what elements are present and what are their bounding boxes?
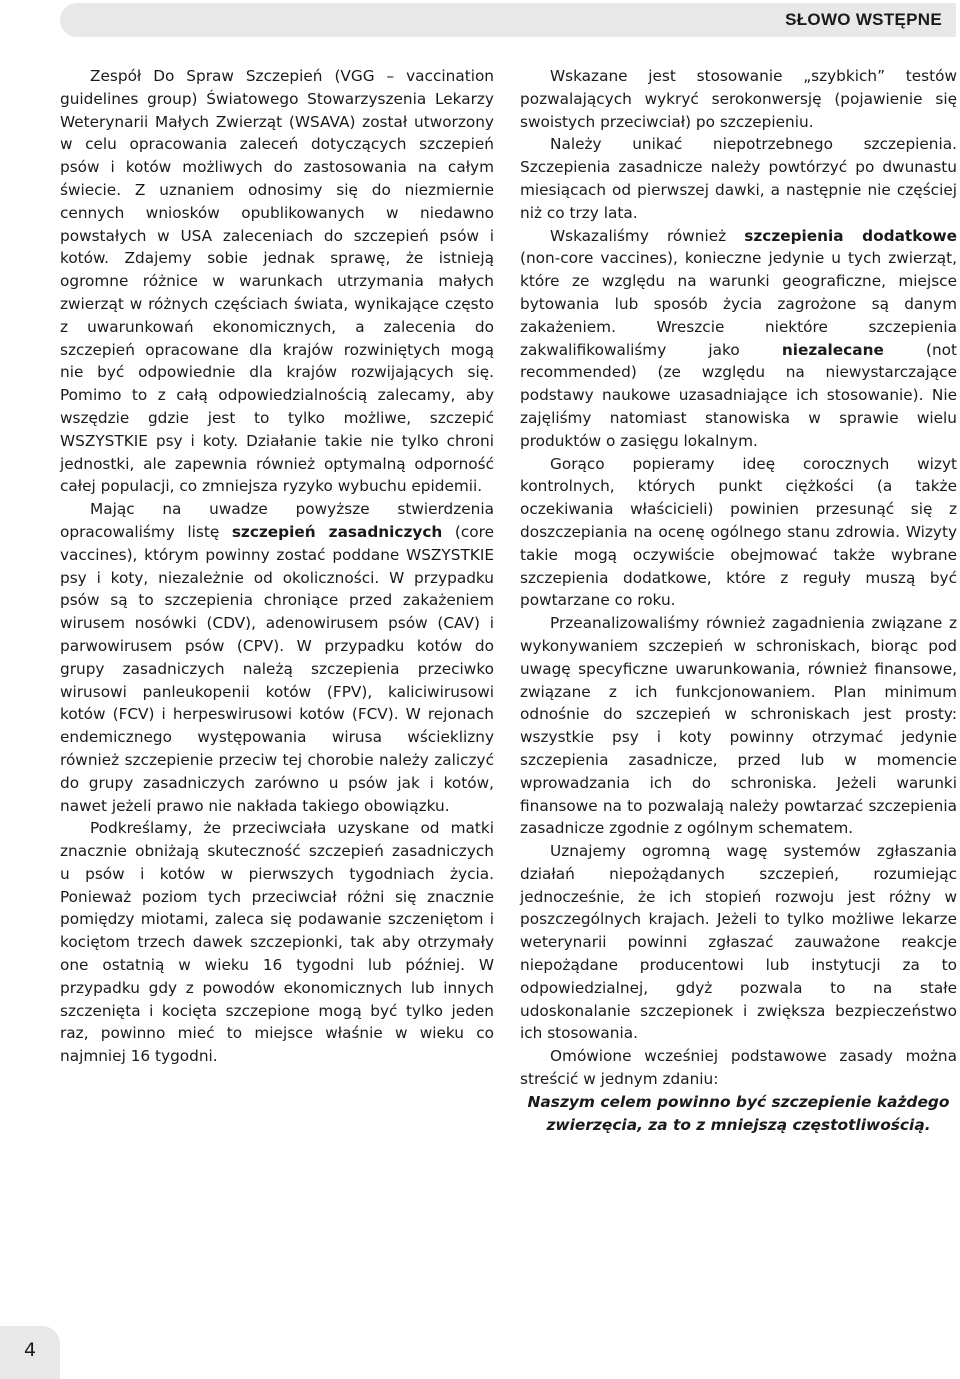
paragraph-intro [60, 65, 494, 498]
page-number: 4 [23, 1339, 37, 1361]
paragraph-text: Omówione wcześniej podstawowe zasady można streścić w jednym zdaniu: [520, 1047, 957, 1089]
paragraph-text: Zespół Do Spraw Szczepień (VGG – vaccination guidelines group) Światowego Stowarzyszenia Lekarzy Weterynarii Małych Zwierząt (WSAVA) został utworzony w celu opracowania zaleceń dotyczących szczepień psów i kotów możliwych do zastosowania na całym świecie. Z uznaniem odnosimy się do niezmiernie cennych wniosków opublikowanych w niedawno powstałych w USA zaleceniach do szczepień psów i kotów. Zdajemy sobie jednak sprawę, że istnieją ogromne różnice w warunkach utrzymania małych zwierząt w różnych częściach świata, wynikające często z uwarunkowań ekonomicznych, a zalecenia do szczepień opracowane dla krajów rozwiniętych mogą nie być odpowiednie dla krajów rozwijających się. Pomimo to z całą odpowiedzialnością zalecamy, aby wszędzie gdzie jest to tylko możliwe, szczepić WSZYSTKIE psy i koty. Działanie takie nie tylko chroni jednostki, ale zapewnia również optymalną odporność całej populacji, co zmniejsza ryzyko wybuchu epidemii. [60, 67, 494, 496]
paragraph-text: Uznajemy ogromną wagę systemów zgłaszania działań niepożądanych szczepień, rozumiejąc jednocześnie, że ich stopień rozwoju jest różny w poszczególnych krajach. Jeżeli to tylko możliwe lekarze weterynarii powinni zgłaszać zauważone reakcje niepożądane producentowi lub instytucji za to odpowiedzialnej, gdyż pozwala to na stałe udoskonalanie szczepionek i zwiększa bezpieczeństwo ich stosowania. [520, 842, 957, 1043]
paragraph-text: Przeanalizowaliśmy również zagadnienia związane z wykonywaniem szczepień w schroniskach, biorąc pod uwagę specyficzne uwarunkowania, również finansowe, związane z ich funkcjonowaniem. Plan minimum odnośnie do szczepień w schroniskach jest prosty: wszystkie psy i koty powinny otrzymać jedynie szczepienia zasadnicze, przed lub w momencie wprowadzania ich do schroniska. Jeżeli warunki finansowe na to pozwalają należy powtarzać szczepienia zasadnicze zgodnie z ogólnym schematem. [520, 614, 957, 838]
paragraph-text: Gorąco popieramy ideę corocznych wizyt kontrolnych, których punkt ciężkości (a także oczekiwania właścicieli) powinien przesunąć się z doszczepiania na ocenę ogólnego stanu zdrowia. Wizyty takie mogą oczywiście obejmować także wybrane szczepienia dodatkowe, które z reguły muszą być powtarzane co roku. [520, 454, 957, 610]
page-number-tab [0, 1326, 60, 1379]
section-header-bar [60, 3, 956, 37]
bold-term-core: szczepień zasadniczych [231, 522, 443, 541]
bold-term-non-core: szczepienia dodatkowe [744, 226, 957, 245]
left-column [60, 65, 494, 1068]
right-column [520, 65, 957, 1136]
paragraph-annual-visits [520, 453, 957, 613]
paragraph-avoid [520, 133, 957, 224]
motto: Naszym celem powinno być szczepienie każdego zwierzęcia, za to z mniejszą częstotliwością. [527, 1092, 950, 1134]
paragraph-non-core [520, 225, 957, 453]
paragraph-text: (non-core vaccines), konieczne jedynie u tych zwierząt, które ze względu na warunki geograficzne, miejsce bytowania lub sposób życia zagrożone są danym zakażeniem. Wreszcie niektóre szczepienia zakwalifikowaliśmy jako [520, 249, 957, 359]
bold-term-not-recommended: niezalecane [781, 340, 884, 359]
paragraph-text: Należy unikać niepotrzebnego szczepienia. Szczepienia zasadnicze należy powtórzyć po dwunastu miesiącach od pierwszej dawki, a następnie nie częściej niż co trzy lata. [520, 135, 957, 222]
paragraph-text: (not recommended) (ze względu na niewystarczające podstawy naukowe uzasadniające ich stosowanie). Nie zajęliśmy natomiast stanowiska w sprawie wielu produktów o zasięgu lokalnym. [520, 340, 957, 450]
section-title: SŁOWO WSTĘPNE [785, 10, 942, 29]
paragraph-text: Mając na uwadze powyższe stwierdzenia opracowaliśmy listę [60, 500, 494, 541]
paragraph-text: Podkreślamy, że przeciwciała uzyskane od matki znacznie obniżają skuteczność szczepień zasadniczych u psów i kotów w pierwszych tygodniach życia. Ponieważ poziom tych przeciwciał różni się znacznie pomiędzy miotami, zaleca się podawanie szczeniętom i kociętom trzech dawek szczepionki, tak aby otrzymały one ostatnią w wieku 16 tygodni lub później. W przypadku gdy z powodów ekonomicznych lub innych szczenięta i kocięta szczepione mogą być tylko jeden raz, powinno mieć to miejsce właśnie w wieku co najmniej 16 tygodni. [60, 819, 494, 1066]
paragraph-core-vaccines [60, 498, 494, 817]
paragraph-text: Wskazane jest stosowanie „szybkich” testów pozwalających wykryć serokonwersję (pojawienie się swoistych przeciwciał) po szczepieniu. [520, 67, 957, 131]
paragraph-text: (core vaccines), którym powinny zostać poddane WSZYSTKIE psy i koty, niezależnie od okoliczności. W przypadku psów są to szczepienia chroniące przed zakażeniem wirusem nosówki (CDV), adenowirusem psów (CAV) i parwowirusem psów (CPV). W przypadku kotów do grupy zasadniczych należą szczepienia przeciwko wirusowi panleukopenii kotów (FPV), kaliciwirusowi kotów (FCV) i herpeswirusowi kotów (FCV). W rejonach endemicznego występowania wirusa wścieklizny również szczepienie przeciw tej chorobie należy zaliczyć do grupy zasadniczych zarówno u psów jak i kotów, nawet jeżeli prawo nie nakłada takiego obowiązku. [60, 522, 494, 815]
paragraph-tests [520, 65, 957, 133]
paragraph-summary [520, 1045, 957, 1091]
paragraph-maternal-antibodies [60, 817, 494, 1068]
paragraph-adverse-reactions [520, 840, 957, 1045]
paragraph-text: Wskazaliśmy również [550, 226, 745, 245]
paragraph-shelters [520, 612, 957, 840]
